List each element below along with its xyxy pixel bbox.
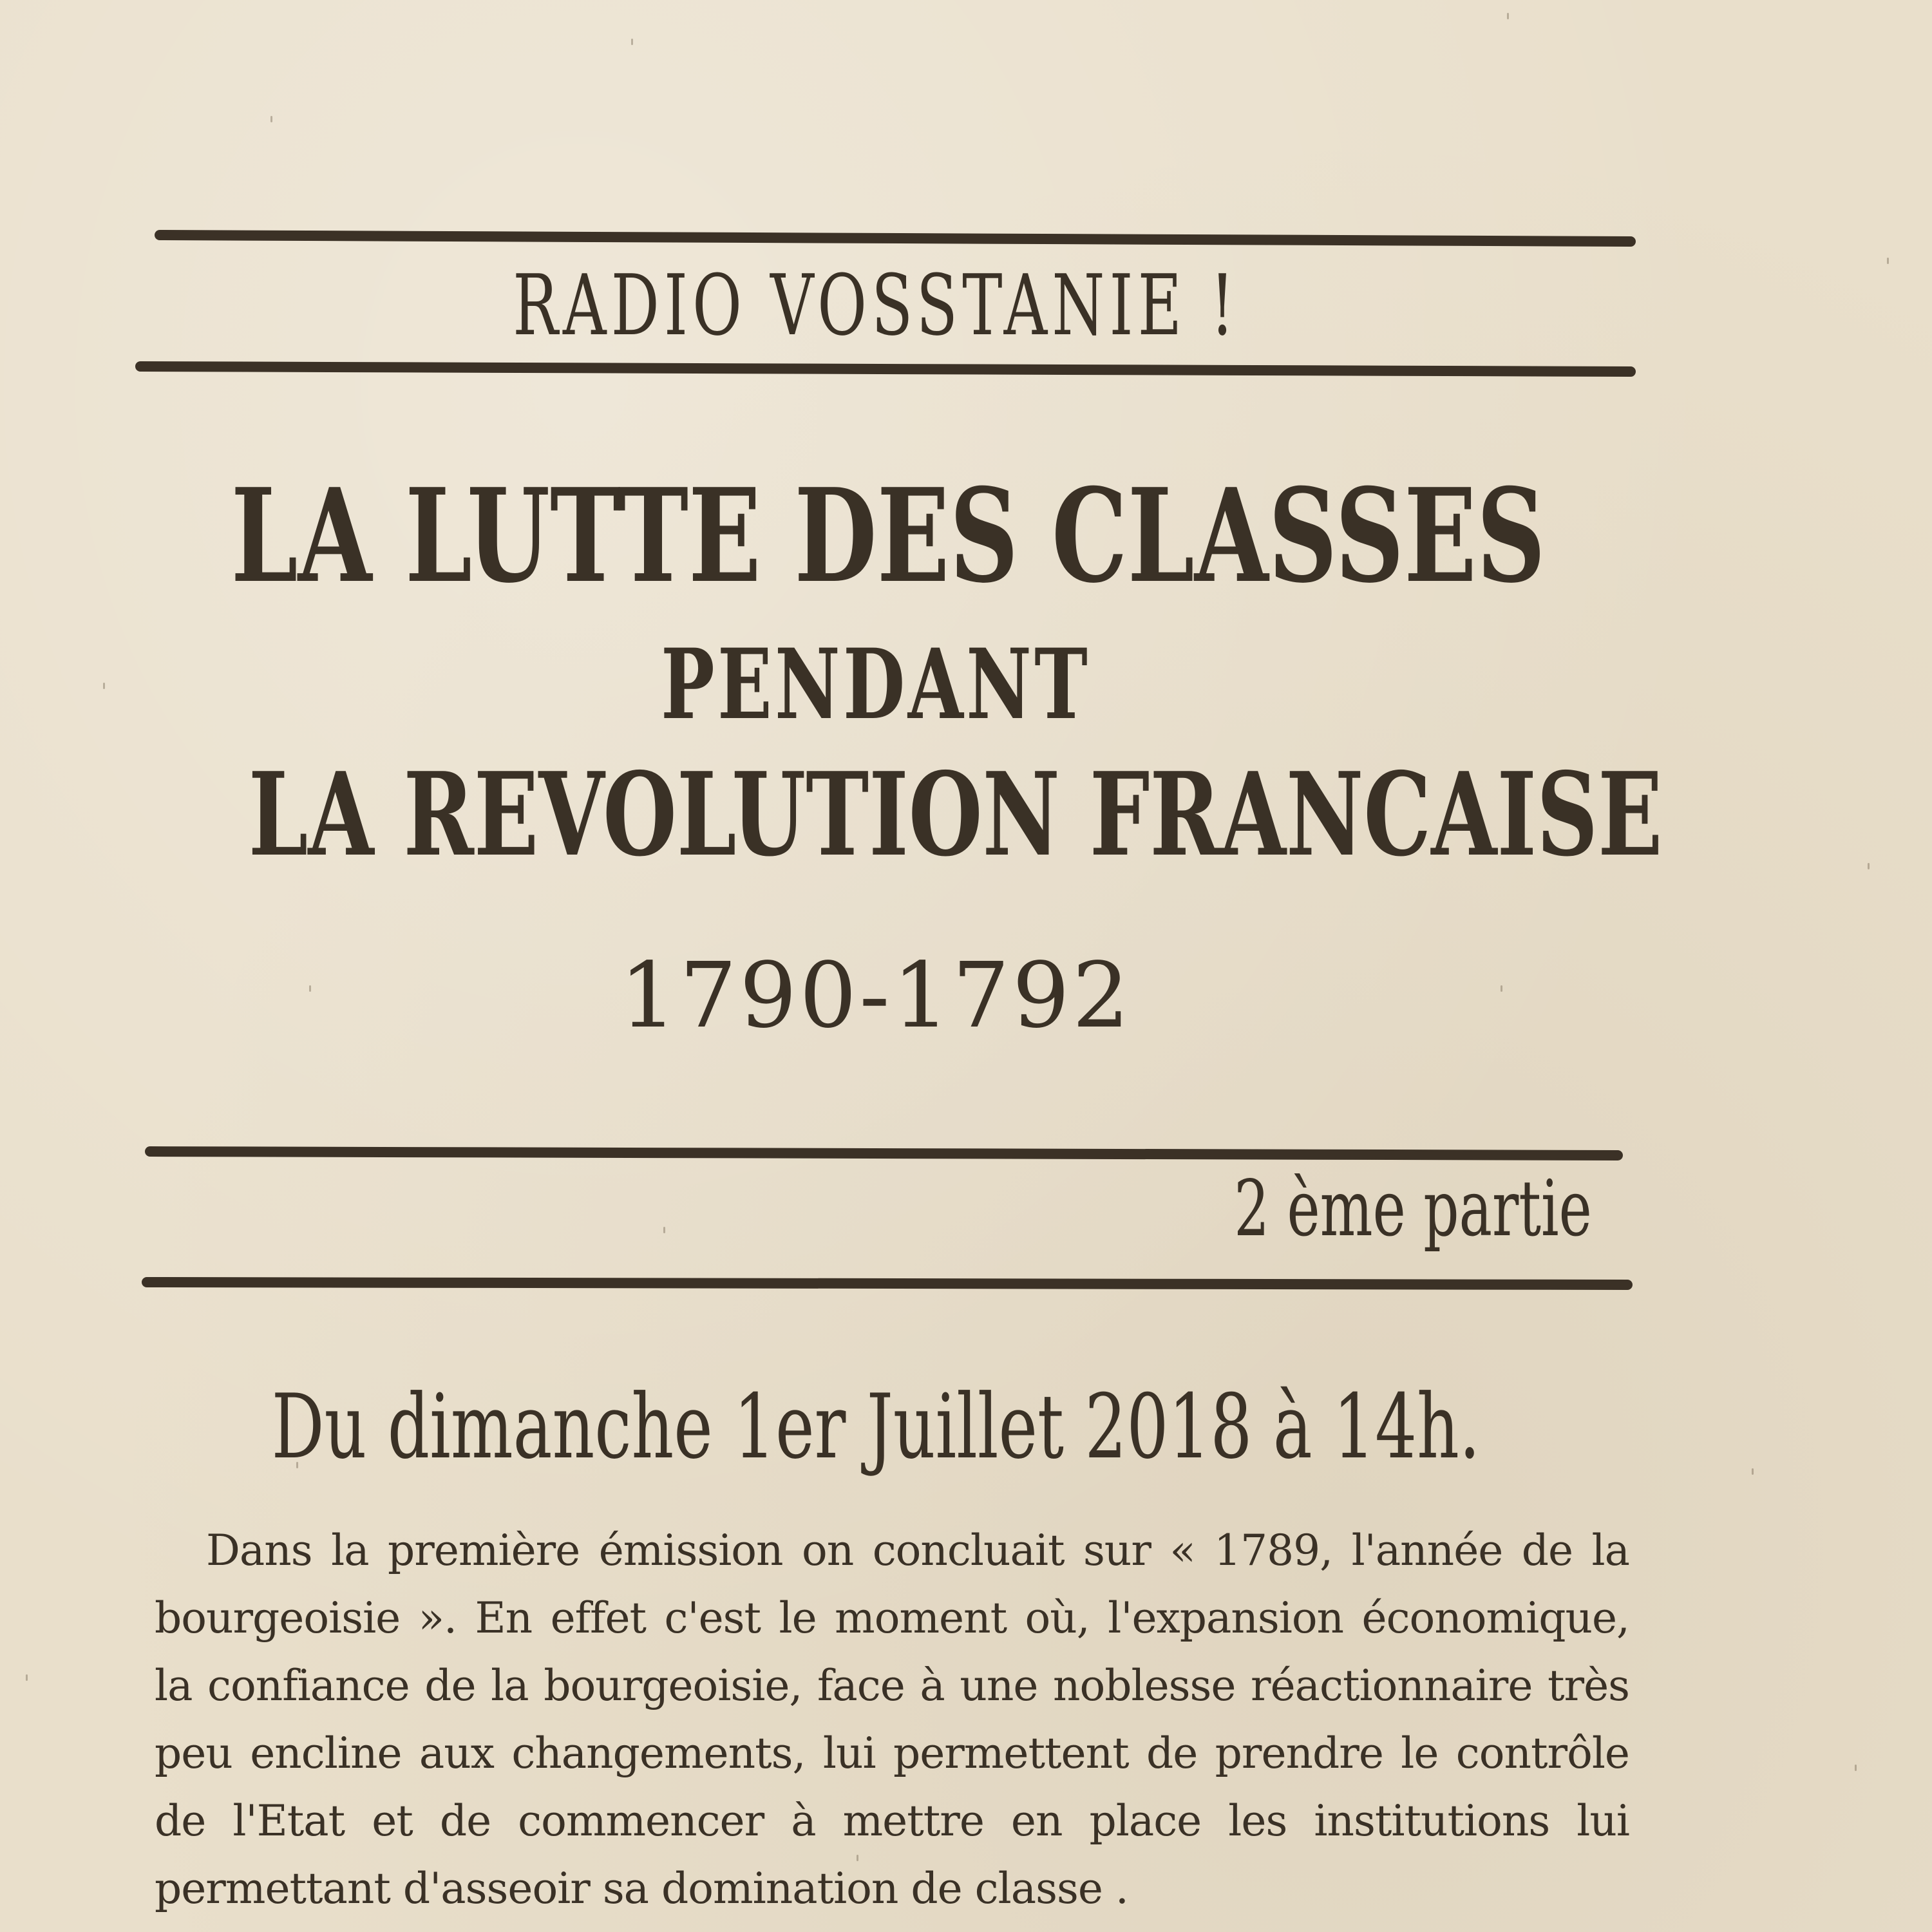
paper-speck [1855,1765,1857,1771]
paper-speck [1752,1468,1754,1475]
paper-speck [26,1674,28,1681]
part-label: 2 ème partie [1234,1164,1592,1254]
broadcast-date: Du dimanche 1er Juillet 2018 à 14h. [271,1375,1481,1479]
paper-speck [270,116,272,122]
paper-speck [663,1227,665,1233]
paper-speck [1507,13,1509,19]
title-line-2: PENDANT [661,628,1091,741]
paper-speck [1868,863,1870,869]
title-line-1: LA LUTTE DES CLASSES [231,460,1546,612]
body-paragraph: Dans la première émission on concluait sur « 1789, l'année de la bourgeoisie ». En effet c'est le moment où, l'expansion économique, la confiance de la bourgeoisie, face à une noblesse réactionnaire très peu encline aux changements, lui permettent de prendre le contrôle de l'Etat et de commencer à mettre en place les institutions lui permettant d'asseoir sa domination de classe . [155,1526,1629,1913]
title-line-3: LA REVOLUTION FRANCAISE [248,747,1663,882]
title-years: 1790-1792 [620,943,1132,1048]
paper-speck [1887,258,1889,264]
paper-speck [631,39,633,45]
radio-brand: RADIO VOSSTANIE ! [513,256,1239,354]
